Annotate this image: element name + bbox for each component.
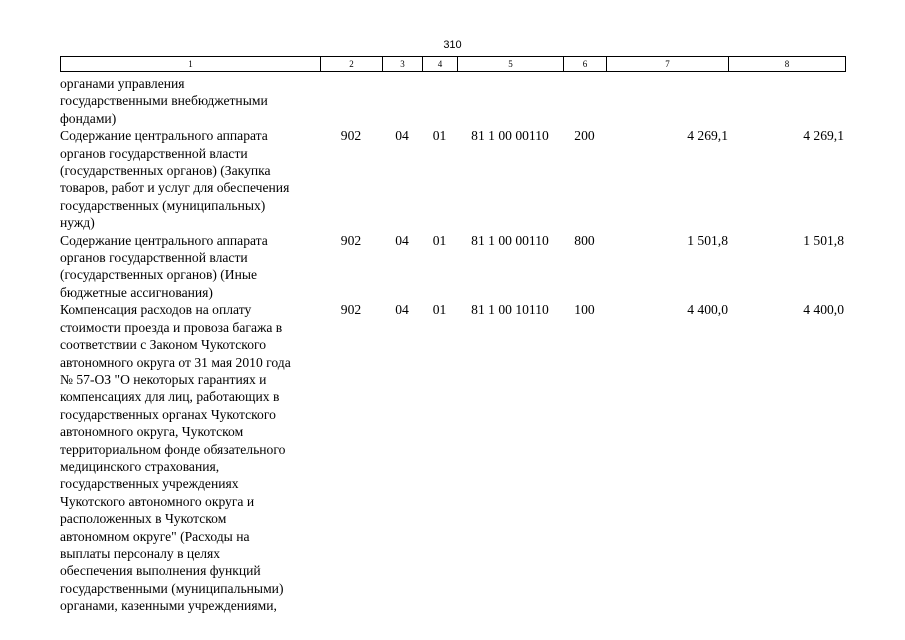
subsection-code: 01 (432, 302, 447, 318)
description-line: стоимости проезда и провоза багажа в (60, 319, 283, 335)
description-line: Компенсация расходов на оплату (60, 302, 252, 318)
description-line: Содержание центрального аппарата (60, 128, 268, 144)
header-col-4: 4 (423, 57, 458, 71)
table-row (60, 127, 846, 231)
amount-col-8: 4 400,0 (803, 302, 844, 318)
description-line: компенсациях для лиц, работающих в (60, 389, 280, 405)
section-code (382, 75, 422, 127)
header-col-2: 2 (321, 57, 383, 71)
header-col-1: 1 (61, 57, 321, 71)
subsection-code: 01 (432, 128, 447, 144)
description-line: № 57-ОЗ "О некоторых гарантиях и (60, 371, 267, 387)
table-body (60, 75, 846, 615)
expense-type-code: 200 (574, 128, 595, 144)
description-line: Чукотского автономного округа и (60, 493, 255, 509)
description-line: расположенных в Чукотском (60, 511, 227, 527)
subsection-code (422, 75, 457, 127)
expense-type-code: 100 (574, 302, 595, 318)
header-col-7: 7 (607, 57, 729, 71)
amount-col-8: 4 269,1 (803, 128, 844, 144)
description-line: Содержание центрального аппарата (60, 232, 268, 248)
description-line: фондами) (60, 110, 117, 126)
row-description (60, 127, 320, 231)
header-col-5: 5 (458, 57, 564, 71)
description-line: государственных (муниципальных) (60, 197, 266, 213)
description-line: обеспечения выполнения функций (60, 563, 261, 579)
section-code: 04 (395, 128, 409, 144)
description-line: органов государственной власти (60, 145, 248, 161)
section-code: 04 (395, 302, 409, 318)
description-line: государственными внебюджетными (60, 93, 268, 109)
description-line: бюджетные ассигнования) (60, 284, 213, 300)
page-number: 310 (443, 39, 462, 51)
description-line: автономного округа, Чукотском (60, 424, 244, 440)
row-description (60, 301, 320, 614)
description-line: соответствии с Законом Чукотского (60, 337, 267, 353)
amount-col-7: 4 400,0 (687, 302, 728, 318)
row-description (60, 75, 320, 127)
amount-col-7: 4 269,1 (687, 128, 728, 144)
description-line: государственных органах Чукотского (60, 406, 276, 422)
amount-col-8: 1 501,8 (803, 232, 844, 248)
ministry-code: 902 (340, 128, 362, 144)
description-line: нужд) (60, 215, 95, 231)
header-col-8: 8 (784, 59, 790, 69)
description-line: медицинского страхования, (60, 458, 220, 474)
header-col-6: 6 (564, 57, 607, 71)
amount-col-8 (728, 75, 844, 127)
row-description (60, 232, 320, 302)
table-row (60, 75, 846, 127)
description-line: государственных учреждениях (60, 476, 239, 492)
target-article-code: 81 1 00 00110 (471, 128, 549, 144)
description-line: (государственных органов) (Иные (60, 267, 258, 283)
amount-col-7: 1 501,8 (687, 232, 728, 248)
description-line: органов государственной власти (60, 250, 248, 266)
expense-type-code: 800 (574, 232, 595, 248)
table-row (60, 232, 846, 302)
subsection-code: 01 (432, 232, 447, 248)
expense-type-code (563, 75, 606, 127)
ministry-code (320, 75, 382, 127)
ministry-code: 902 (340, 232, 362, 248)
target-article-code: 81 1 00 00110 (471, 232, 549, 248)
amount-col-7 (606, 75, 728, 127)
target-article-code: 81 1 00 10110 (471, 302, 549, 318)
description-line: (государственных органов) (Закупка (60, 163, 271, 179)
description-line: автономного округа от 31 мая 2010 года (60, 354, 291, 370)
section-code: 04 (395, 232, 409, 248)
table-row (60, 301, 846, 614)
description-line: территориальном фонде обязательного (60, 441, 286, 457)
description-line: органами управления (60, 76, 185, 91)
description-line: государственными (муниципальными) (60, 580, 284, 596)
description-line: автономном округе" (Расходы на (60, 528, 250, 544)
description-line: выплаты персоналу в целях (60, 545, 221, 561)
description-line: товаров, работ и услуг для обеспечения (60, 180, 290, 196)
ministry-code: 902 (340, 302, 362, 318)
target-article-code (457, 75, 563, 127)
header-col-3: 3 (383, 57, 423, 71)
description-line: органами, казенными учреждениями, (60, 598, 277, 614)
table-header-row (60, 56, 846, 72)
